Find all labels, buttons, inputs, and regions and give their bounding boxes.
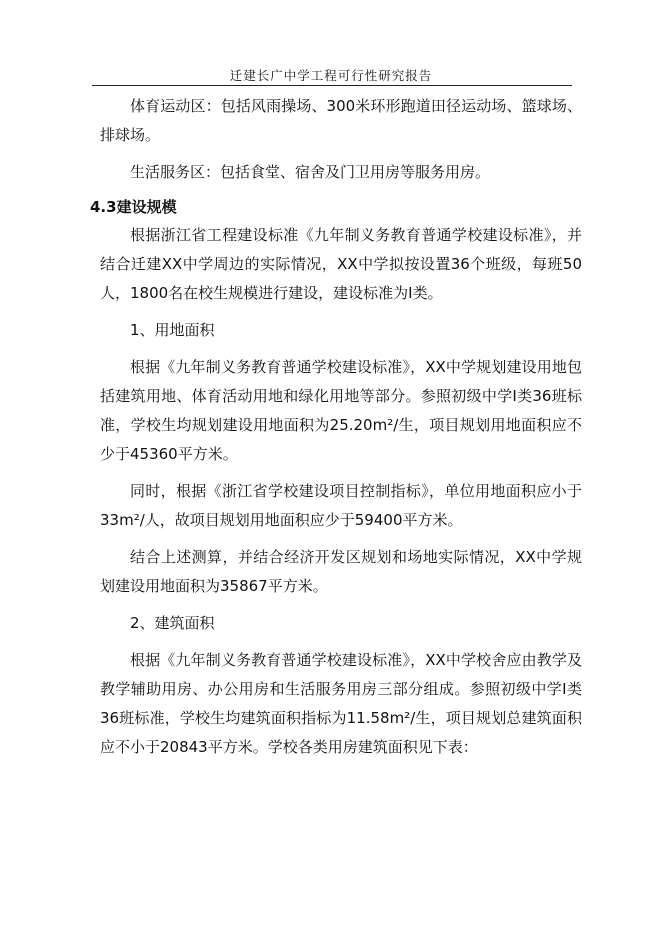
subheading-building-area: 2、建筑面积: [130, 614, 215, 632]
running-header-title: 迁建长广中学工程可行性研究报告: [229, 68, 433, 83]
paragraph-land-area-control: 同时，根据《浙江省学校建设项目控制指标》，单位用地面积应小于33m²/人，故项目规划用地面积应少于59400平方米。: [100, 482, 582, 529]
paragraph-construction-scale: 根据浙江省工程建设标准《九年制义务教育普通学校建设标准》，并结合迁建XX中学周边的实际情况，XX中学拟按设置36个班级，每班50人，1800名在校生规模进行建设，建设标准为Ⅰ类。: [100, 226, 582, 302]
paragraph-land-area-conclusion: 结合上述测算，并结合经济开发区规划和场地实际情况，XX中学规划建设用地面积为35867平方米。: [100, 548, 582, 595]
section-heading-4-3: 4.3建设规模: [90, 198, 177, 216]
document-body: [90, 92, 582, 762]
paragraph-building-area: 根据《九年制义务教育普通学校建设标准》，XX中学校舍应由教学及教学辅助用房、办公用房和生活服务用房三部分组成。参照初级中学Ⅰ类36班标准，学校生均建筑面积指标为11.58m²/生，项目规划总建筑面积应不小于20843平方米。学校各类用房建筑面积见下表：: [100, 651, 582, 756]
paragraph-land-area-standard: 根据《九年制义务教育普通学校建设标准》，XX中学规划建设用地包括建筑用地、体育活动用地和绿化用地等部分。参照初级中学Ⅰ类36班标准，学校生均规划建设用地面积为25.20m²/生，项目规划用地面积应不少于45360平方米。: [100, 358, 582, 463]
paragraph-sports-area: 体育运动区：包括风雨操场、300米环形跑道田径运动场、篮球场、排球场。: [100, 97, 582, 144]
header-rule: [92, 85, 572, 86]
paragraph-service-area: 生活服务区：包括食堂、宿舍及门卫用房等服务用房。: [130, 163, 491, 181]
subheading-land-area: 1、用地面积: [130, 321, 215, 339]
